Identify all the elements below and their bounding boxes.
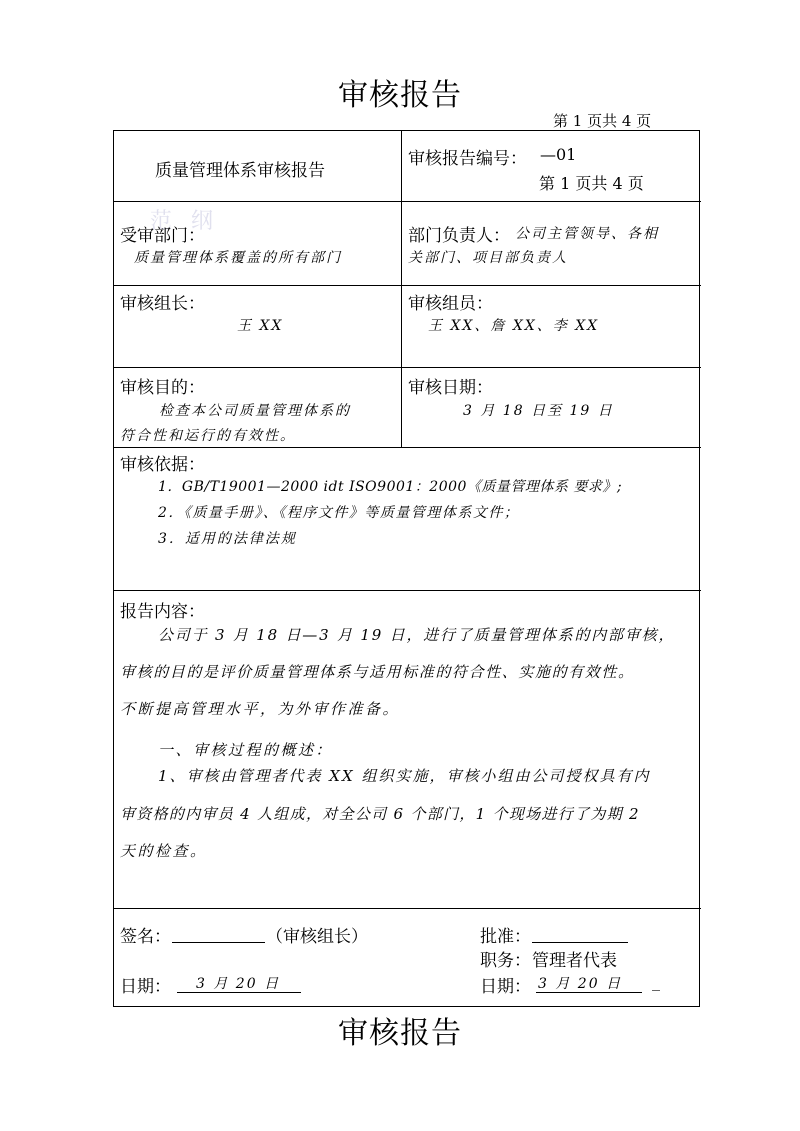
audit-purpose-line2: 符合性和运行的有效性。: [120, 428, 296, 444]
audit-members-value: 王 XX、詹 XX、李 XX: [428, 318, 600, 334]
audit-basis-item: 1．GB/T19001—2000 idt ISO9001：2000《质量管理体系 要求》;: [158, 479, 623, 495]
audit-basis-item: 2．《质量手册》、《程序文件》等质量管理体系文件；: [158, 505, 520, 521]
trailing-underscore: _: [652, 972, 660, 991]
report-paragraph-line: 不断提高管理水平，为外审作准备。: [120, 700, 401, 718]
row-divider: [114, 201, 701, 202]
approval-date-value: 3 月 20 日: [538, 976, 623, 992]
report-number-value: —01: [540, 145, 577, 164]
signature-label: 签名：: [120, 927, 171, 947]
audit-basis-label: 审核依据：: [120, 455, 205, 475]
form-title: 质量管理体系审核报告: [155, 161, 325, 181]
signature-line: [172, 922, 265, 943]
report-content-label: 报告内容：: [120, 602, 205, 622]
approval-label: 批准：: [480, 927, 531, 947]
audit-leader-label: 审核组长：: [120, 294, 205, 314]
position-value: 管理者代表: [532, 951, 617, 971]
report-paragraph-line: 公司于 3 月 18 日—3 月 19 日，进行了质量管理体系的内部审核，: [158, 626, 676, 644]
page-indicator: 第 1 页共 4 页: [553, 112, 652, 130]
audit-members-label: 审核组员：: [408, 294, 493, 314]
audit-leader-value: 王 XX: [237, 318, 284, 334]
row-divider: [114, 447, 701, 448]
row-divider: [114, 367, 701, 368]
signature-role: （审核组长）: [266, 927, 368, 947]
approval-date-label: 日期：: [480, 977, 531, 997]
audited-dept-value: 质量管理体系覆盖的所有部门: [134, 250, 342, 266]
faded-stamp-text: 范 纲: [150, 209, 219, 234]
sign-date-value: 3 月 20 日: [196, 976, 281, 992]
column-divider: [401, 131, 402, 447]
report-paragraph-line: 天的检查。: [120, 842, 208, 860]
report-paragraph-line: 1、审核由管理者代表 XX 组织实施，审核小组由公司授权具有内: [158, 767, 651, 785]
document-title-repeat: 审核报告: [338, 1016, 462, 1051]
report-section-title: 一、审核过程的概述：: [158, 741, 334, 759]
row-divider: [114, 908, 701, 909]
dept-head-value-line2: 关部门、项目部负责人: [408, 250, 568, 266]
approval-line: [532, 922, 628, 943]
row-divider: [114, 285, 701, 286]
audit-purpose-line1: 检查本公司质量管理体系的: [159, 403, 351, 419]
report-number-label: 审核报告编号：: [408, 149, 527, 169]
audit-basis-item: 3．适用的法律法规: [158, 531, 297, 547]
audit-date-value: 3 月 18 日至 19 日: [463, 403, 614, 419]
audited-dept-label: 受审部门：: [120, 226, 205, 246]
sign-date-label: 日期：: [120, 977, 171, 997]
report-paragraph-line: 审核的目的是评价质量管理体系与适用标准的符合性、实施的有效性。: [120, 663, 635, 681]
audit-purpose-label: 审核目的：: [120, 378, 205, 398]
audit-date-label: 审核日期：: [408, 378, 493, 398]
report-page-indicator: 第 1 页共 4 页: [539, 174, 644, 193]
dept-head-value-line1: 公司主管领导、各相: [515, 226, 659, 242]
document-title: 审核报告: [338, 78, 462, 113]
row-divider: [114, 590, 701, 591]
position-label: 职务：: [480, 951, 531, 971]
report-paragraph-line: 审资格的内审员 4 人组成，对全公司 6 个部门，1 个现场进行了为期 2: [120, 805, 640, 823]
dept-head-label: 部门负责人：: [408, 226, 510, 246]
